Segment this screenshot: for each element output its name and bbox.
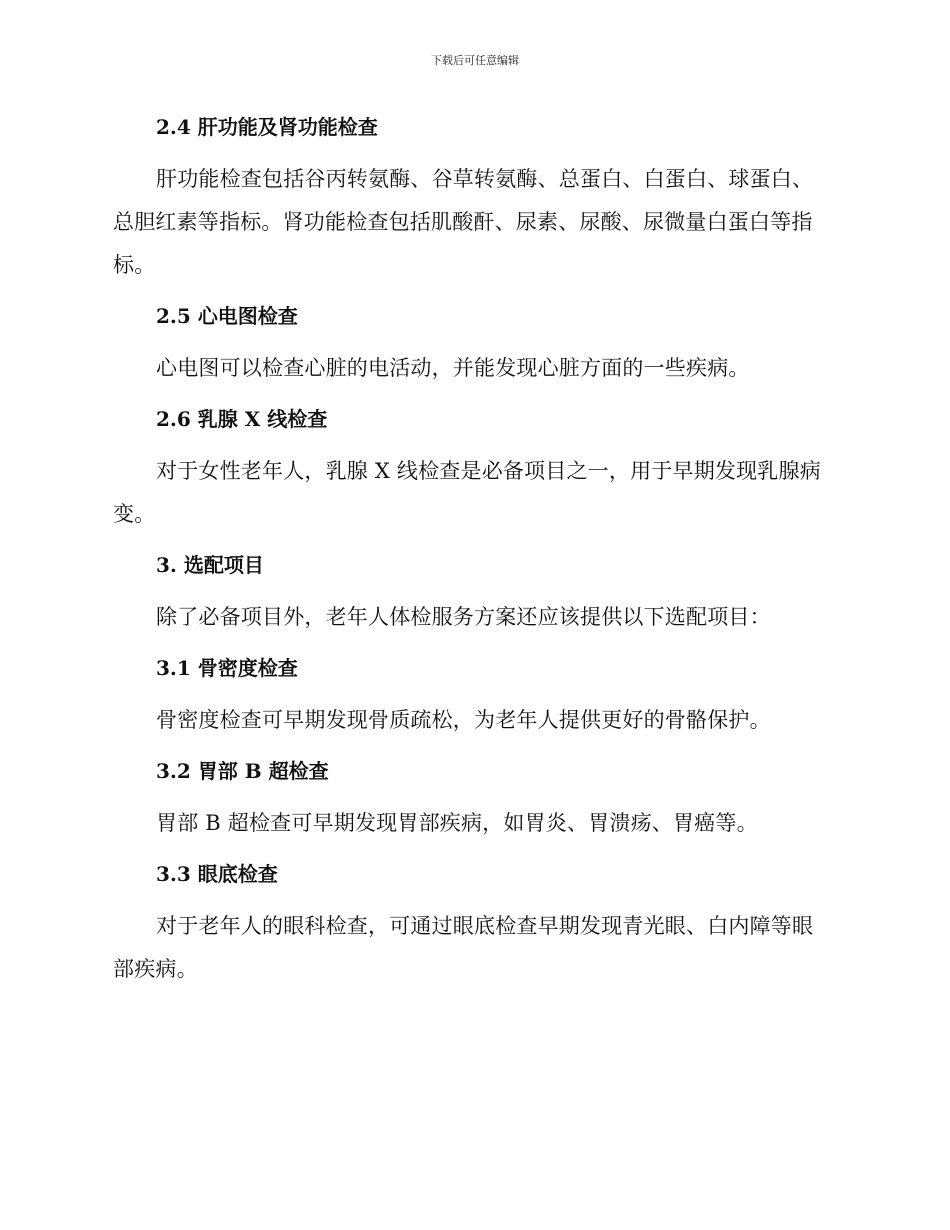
section-heading-2-5: 2.5 心电图检查 — [156, 304, 298, 328]
paragraph-ecg: 心电图可以检查心脏的电活动，并能发现心脏方面的一些疾病。 — [156, 356, 750, 380]
paragraph-optional-items: 除了必备项目外，老年人体检服务方案还应该提供以下选配项目： — [156, 605, 771, 629]
paragraph-liver-kidney: 肝功能检查包括谷丙转氨酶、谷草转氨酶、总蛋白、白蛋白、球蛋白、总胆红素等指标。肾功能检查包括肌酸酐、尿素、尿酸、尿微量白蛋白等指标。 — [113, 167, 814, 277]
paragraph-bone-density: 骨密度检查可早期发现骨质疏松，为老年人提供更好的骨骼保护。 — [156, 708, 771, 732]
paragraph-fundus: 对于老年人的眼科检查，可通过眼底检查早期发现青光眼、白内障等眼部疾病。 — [113, 914, 814, 981]
document-body — [113, 110, 833, 991]
section-heading-3: 3. 选配项目 — [156, 553, 264, 577]
section-heading-3-3: 3.3 眼底检查 — [156, 862, 278, 886]
paragraph-mammography: 对于女性老年人，乳腺 X 线检查是必备项目之一，用于早期发现乳腺病变。 — [113, 459, 821, 526]
section-heading-3-1: 3.1 骨密度检查 — [156, 656, 298, 680]
section-heading-2-6: 2.6 乳腺 X 线检查 — [156, 407, 328, 431]
section-heading-2-4: 2.4 肝功能及肾功能检查 — [156, 115, 378, 139]
page-header: 下载后可任意编辑 — [431, 54, 519, 67]
paragraph-stomach-ultrasound: 胃部 B 超检查可早期发现胃部疾病，如胃炎、胃溃疡、胃癌等。 — [156, 811, 758, 835]
section-heading-3-2: 3.2 胃部 B 超检查 — [156, 759, 329, 783]
